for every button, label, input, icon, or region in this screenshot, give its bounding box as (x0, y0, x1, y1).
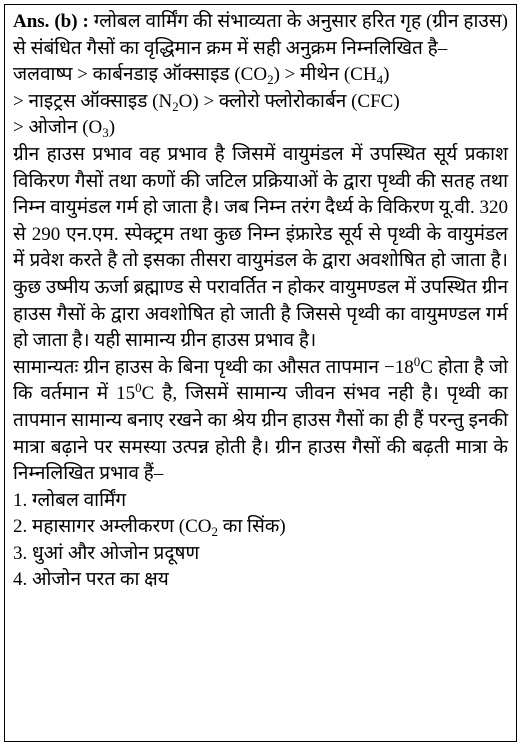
sequence-text: ) (108, 117, 116, 139)
paragraph-text: सामान्यतः ग्रीन हाउस के बिना पृथ्वी का औसत तापमान −18 (13, 356, 414, 378)
superscript: 0 (413, 353, 421, 369)
sequence-line-3 (13, 115, 508, 142)
effect-item-2 (13, 514, 508, 541)
paragraph-temperature (13, 355, 508, 488)
subscript: 2 (267, 72, 274, 88)
sequence-text: O) > क्लोरो फ्लोरोकार्बन (CFC) (178, 90, 400, 112)
paragraph-text: C होता है जो कि वर्तमान में 15 (13, 356, 508, 405)
subscript: 2 (211, 524, 219, 540)
sequence-line-2 (13, 89, 508, 116)
effect-item-1: 1. ग्लोबल वार्मिंग (13, 489, 127, 511)
subscript: 3 (102, 125, 109, 141)
paragraph-text: C है, जिसमें सामान्य जीवन संभव नही है। पृथ्वी का तापमान सामान्य बनाए रखने का श्रेय ग्रीन हाउस गैसों का ही हैं परन्तु इनकी मात्रा बढ़ाने पर समस्या उत्पन्न होती है। ग्रीन हाउस गैसों की बढ़ती मात्रा के निम्नलिखित प्रभाव हैं– (13, 383, 508, 485)
sequence-text: > ओजोन (O (13, 117, 103, 139)
sequence-text: ) (383, 64, 390, 86)
answer-intro (13, 9, 508, 62)
sequence-text: > नाइट्रस ऑक्साइड (N (13, 90, 173, 112)
effect-text: का सिंक) (218, 516, 286, 538)
subscript: 4 (376, 72, 384, 88)
superscript: 0 (135, 380, 142, 396)
subscript: 2 (172, 98, 179, 114)
sequence-line-1 (13, 62, 508, 89)
answer-box (4, 4, 517, 742)
effect-item-3: 3. धुआं और ओजोन प्रदूषण (13, 542, 200, 564)
sequence-text: जलवाष्प > कार्बनडाइ ऑक्साइड (CO (13, 64, 268, 86)
sequence-text: ) > मीथेन (CH (273, 64, 377, 86)
answer-label: Ans. (b) : (13, 11, 89, 32)
effect-item-4: 4. ओजोन परत का क्षय (13, 569, 169, 591)
intro-text: ग्लोबल वार्मिंग की संभाव्यता के अनुसार हरित गृह (ग्रीन हाउस) से संबंधित गैसों का वृद्धिमान क्रम में सही अनुक्रम निम्नलिखित है– (13, 11, 509, 59)
paragraph-greenhouse-effect: ग्रीन हाउस प्रभाव वह प्रभाव है जिसमें वायुमंडल में उपस्थित सूर्य प्रकाश विकिरण गैसों तथा कणों की जटिल प्रक्रियाओं के द्वारा पृथ्वी की सतह तथा निम्न वायुमंडल गर्म हो जाता है। जब निम्न तरंग दैर्ध्य के विकिरण यू.वी. 320 से 290 एन.एम. स्पेक्ट्रम तथा कुछ निम्न इंफ्रारेड सूर्य से पृथ्वी के वायुमंडल में प्रवेश करते है तो इसका तीसरा वायुमंडल के द्वारा अवशोषित हो जाता है। कुछ उष्मीय ऊर्जा ब्रह्माण्ड से परावर्तित न होकर वायुमण्डल में उपस्थित ग्रीन हाउस गैसों के द्वारा अवशोषित हो जाती है जिससे पृथ्वी का वायुमण्डल गर्म हो जाता है। यही सामान्य ग्रीन हाउस प्रभाव है। (13, 143, 508, 352)
effect-text: 2. महासागर अम्लीकरण (CO (13, 516, 212, 538)
